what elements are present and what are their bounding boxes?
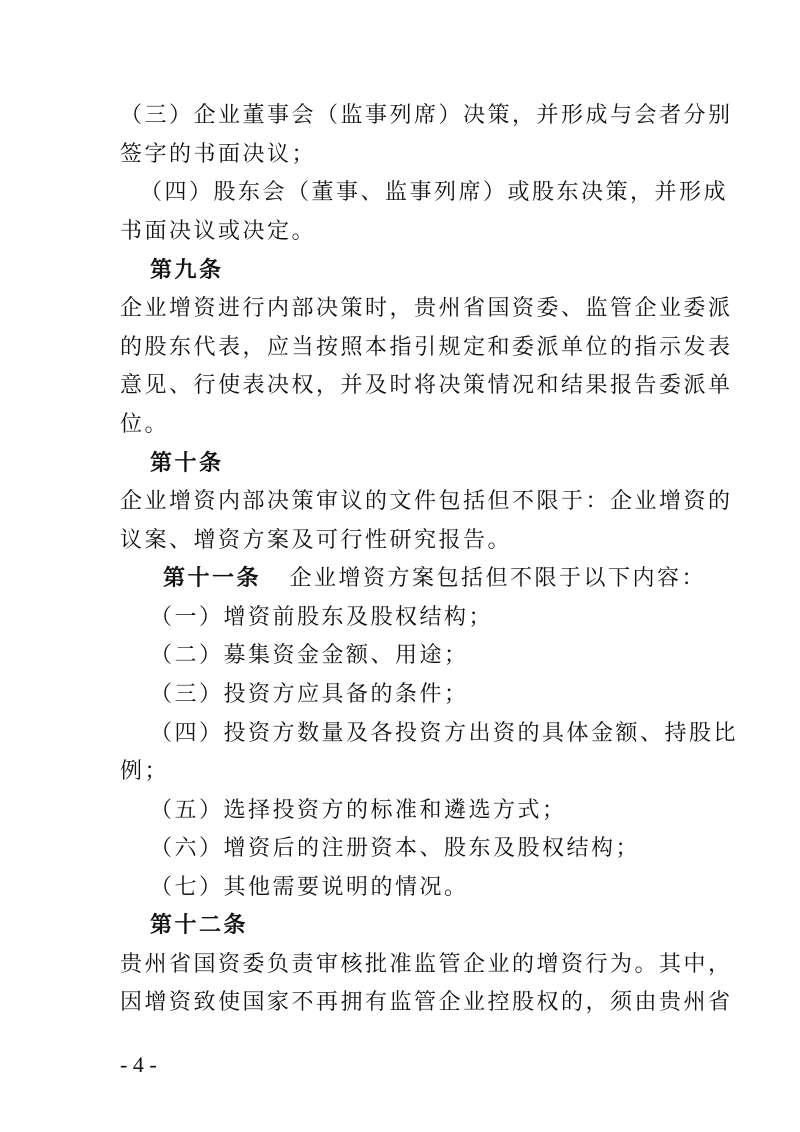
list-item: （四）投资方数量及各投资方出资的具体金额、持股比 <box>150 721 739 746</box>
text-line: 位。 <box>120 412 170 437</box>
text-line: （四）股东会（董事、监事列席）或股东决策，并形成 <box>140 180 729 205</box>
list-item: （七）其他需要说明的情况。 <box>150 875 469 900</box>
article-heading: 第九条 <box>150 258 224 283</box>
text-line: （三）企业董事会（监事列席）决策，并形成与会者分别 <box>120 103 733 128</box>
text-line: 议案、增资方案及可行性研究报告。 <box>120 528 513 553</box>
text-line: 贵州省国资委负责审核批准监管企业的增资行为。其中， <box>120 952 733 977</box>
text-line: 企业增资内部决策审议的文件包括但不限于：企业增资的 <box>120 489 733 514</box>
list-item: （三）投资方应具备的条件； <box>150 682 469 707</box>
text-line: 意见、行使表决权，并及时将决策情况和结果报告委派单 <box>120 373 733 398</box>
text-line: 签字的书面决议； <box>120 142 317 167</box>
text-line: 企业增资进行内部决策时，贵州省国资委、监管企业委派 <box>120 296 733 321</box>
article-heading: 第十二条 <box>150 913 249 938</box>
text-line: 例； <box>120 759 170 784</box>
list-item: （二）募集资金金额、用途； <box>150 643 469 668</box>
list-item: （六）增资后的注册资本、股东及股权结构； <box>150 836 641 861</box>
text-line: 的股东代表，应当按照本指引规定和委派单位的指示发表 <box>120 335 733 360</box>
page-number: - 4 - <box>120 1052 157 1077</box>
text-line: 书面决议或决定。 <box>120 219 317 244</box>
text-line: 因增资致使国家不再拥有监管企业控股权的，须由贵州省 <box>120 990 733 1015</box>
article-line <box>163 564 706 594</box>
article-heading: 第十一条 <box>163 566 262 591</box>
list-item: （五）选择投资方的标准和遴选方式； <box>150 798 567 823</box>
article-text: 企业增资方案包括但不限于以下内容： <box>289 566 707 591</box>
article-heading: 第十条 <box>150 451 224 476</box>
list-item: （一）增资前股东及股权结构； <box>150 605 494 630</box>
